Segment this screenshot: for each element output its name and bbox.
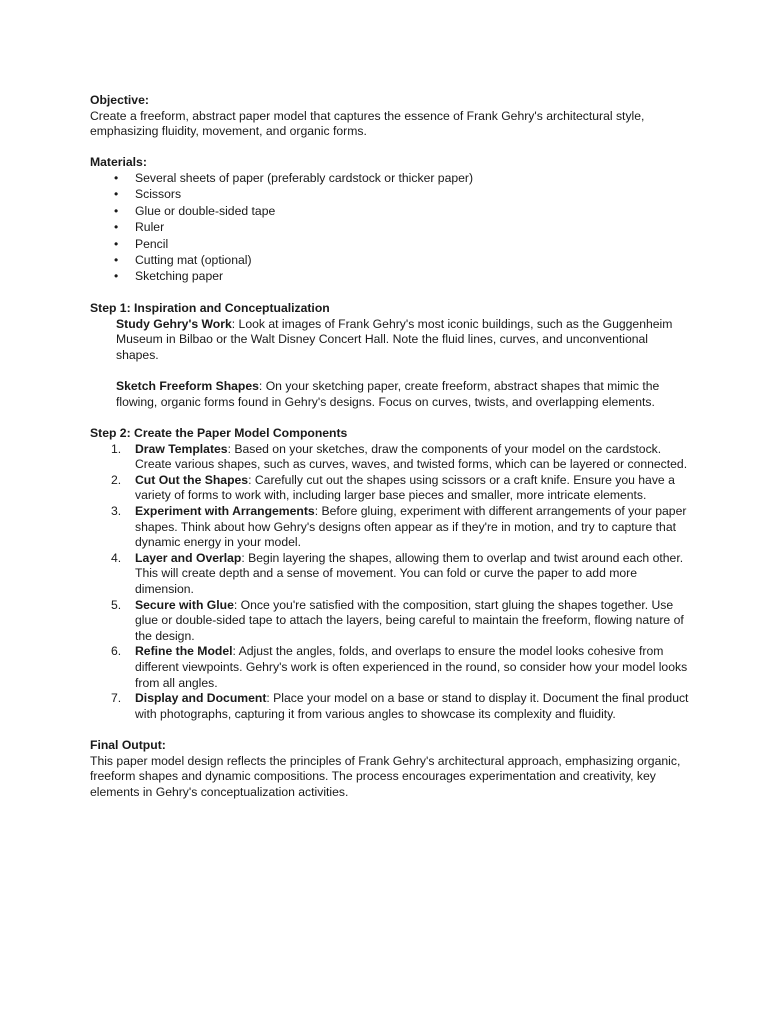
document-page: [90, 93, 690, 816]
objective-heading: Objective:: [90, 93, 149, 107]
sub-text: : Look at images of Frank Gehry's most iconic buildings, such as the Guggenheim Museum in Bilbao or the Walt Disney Concert Hall. Note the fluid lines, curves, and unconventional shapes.: [116, 316, 673, 363]
step1-section: [90, 301, 690, 410]
material-item: Glue or double-sided tape: [135, 203, 276, 218]
step-text: : Carefully cut out the shapes using scissors or a craft knife. Ensure you have a variety of forms to work with, including larger base pieces and smaller, more intricate elements.: [135, 472, 675, 503]
material-item: Ruler: [135, 220, 165, 235]
final-output-text: This paper model design reflects the principles of Frank Gehry's architectural approach, emphasizing organic, freeform shapes and dynamic compositions. The process encourages experimentation and creativity, key elements in Gehry's conceptualization activities.: [90, 753, 681, 799]
step-title: Draw Templates: [135, 441, 228, 456]
list-item: [90, 473, 690, 504]
materials-section: [90, 155, 690, 285]
sub-title: Sketch Freeform Shapes: [116, 379, 259, 394]
list-item: [90, 187, 690, 203]
step-text: : Adjust the angles, folds, and overlaps to ensure the model looks cohesive from different viewpoints. Gehry's work is often experienced in the round, so consider how your model looks from all angles.: [135, 644, 688, 690]
material-item: Cutting mat (optional): [135, 252, 252, 267]
list-item: [90, 598, 690, 645]
material-item: Pencil: [135, 236, 169, 251]
list-item: [90, 504, 690, 551]
bullet-icon: •: [114, 170, 119, 185]
step-title: Layer and Overlap: [135, 550, 242, 565]
step1-sub-sketch: [116, 379, 690, 410]
bullet-icon: •: [114, 220, 119, 235]
objective-section: [90, 93, 690, 140]
step-text: : Based on your sketches, draw the components of your model on the cardstock. Create various shapes, such as curves, waves, and twisted forms, which can be layered or connected.: [135, 441, 688, 472]
bullet-icon: •: [114, 252, 119, 267]
step-number: 6.: [111, 644, 122, 659]
material-item: Sketching paper: [135, 269, 224, 284]
step2-heading: Step 2: Create the Paper Model Components: [90, 426, 348, 441]
materials-list: [90, 171, 690, 286]
list-item: [90, 691, 690, 722]
step-title: Experiment with Arrangements: [135, 504, 315, 519]
list-item: [90, 551, 690, 598]
bullet-icon: •: [114, 203, 119, 218]
step-text: : Place your model on a base or stand to display it. Document the final product with photographs, capturing it from various angles to showcase its complexity and fluidity.: [135, 691, 689, 721]
material-item: Several sheets of paper (preferably cardstock or thicker paper): [135, 170, 474, 185]
list-item: [90, 269, 690, 285]
step-text: : Before gluing, experiment with different arrangements of your paper shapes. Think about how Gehry's designs often appear as if they're in motion, and try to capture that dynamic energy in your model.: [135, 504, 687, 550]
step-title: Display and Document: [135, 691, 267, 706]
list-item: [90, 220, 690, 236]
step-title: Secure with Glue: [135, 597, 234, 612]
list-item: [90, 204, 690, 220]
objective-text: Create a freeform, abstract paper model that captures the essence of Frank Gehry's architectural style, emphasizing fluidity, movement, and organic forms.: [90, 108, 645, 139]
list-item: [90, 253, 690, 269]
materials-heading: Materials:: [90, 155, 147, 170]
sub-title: Study Gehry's Work: [116, 316, 232, 331]
step-number: 7.: [111, 691, 122, 706]
bullet-icon: •: [114, 187, 119, 202]
step1-subsections: [90, 317, 690, 411]
step-number: 4.: [111, 550, 122, 565]
step1-sub-study: [116, 317, 690, 364]
step2-list: [90, 442, 690, 723]
step-number: 3.: [111, 504, 122, 519]
step-title: Refine the Model: [135, 644, 233, 659]
list-item: [90, 171, 690, 187]
step-text: : Begin layering the shapes, allowing them to overlap and twist around each other. This will create depth and a sense of movement. You can fold or curve the paper to add more dimension.: [135, 550, 684, 596]
sub-text: : On your sketching paper, create freeform, abstract shapes that mimic the flowing, organic forms found in Gehry's designs. Focus on curves, twists, and overlapping elements.: [116, 379, 660, 409]
step-number: 2.: [111, 472, 122, 487]
list-item: [90, 442, 690, 473]
step2-section: [90, 426, 690, 722]
step-title: Cut Out the Shapes: [135, 472, 249, 487]
material-item: Scissors: [135, 187, 182, 202]
step1-heading: Step 1: Inspiration and Conceptualization: [90, 301, 330, 316]
bullet-icon: •: [114, 269, 119, 284]
final-output-heading: Final Output:: [90, 737, 166, 752]
final-output-section: [90, 738, 690, 800]
list-item: [90, 237, 690, 253]
step-number: 5.: [111, 597, 122, 612]
step-number: 1.: [111, 441, 122, 456]
bullet-icon: •: [114, 236, 119, 251]
step-text: : Once you're satisfied with the composition, start gluing the shapes together. Use glue or double-sided tape to attach the layers, being careful to maintain the freeform, flowing nature of the design.: [135, 597, 684, 643]
list-item: [90, 644, 690, 691]
